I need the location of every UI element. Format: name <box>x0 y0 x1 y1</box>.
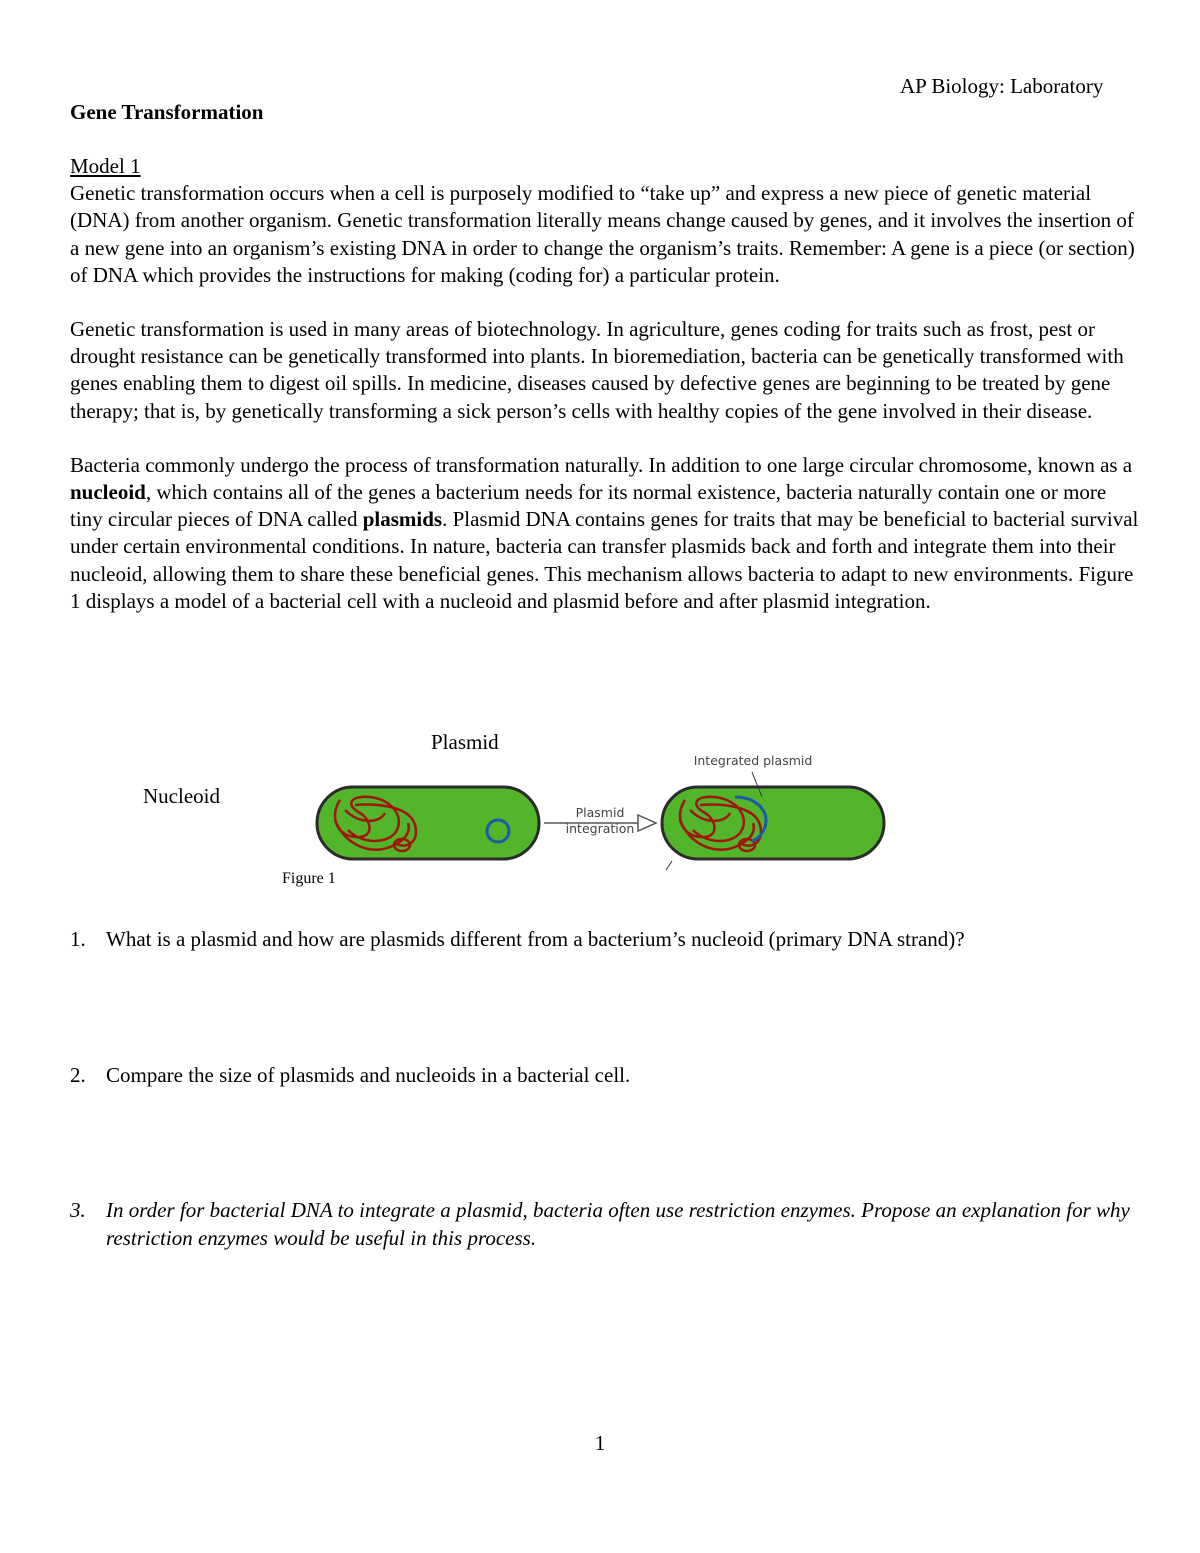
question-number: 1. <box>70 927 86 951</box>
body-text <box>70 153 1140 642</box>
question-3 <box>70 1197 1140 1251</box>
question-1 <box>70 926 1140 953</box>
paragraph-bacteria-part1: Bacteria commonly undergo the process of transformation naturally. In addition to one large circular chromosome, known as a <box>70 452 1133 477</box>
integration-arrow <box>638 815 656 831</box>
question-text: Compare the size of plasmids and nucleoids in a bacterial cell. <box>106 1063 631 1088</box>
model-label: Model 1 <box>70 154 141 178</box>
question-2 <box>70 1062 1140 1089</box>
question-text: What is a plasmid and how are plasmids different from a bacterium’s nucleoid (primary DNA strand)? <box>106 927 965 951</box>
paragraph-bacteria-part3: . Plasmid DNA contains genes for traits that may be beneficial to bacterial survival under certain environmental conditions. In nature, bacteria can transfer plasmids back and forth and integrate them into their nucleoid, allowing them to share these beneficial genes. This mechanism allows bacteria to adapt to new environments. Figure 1 displays a model of a bacterial cell with a nucleoid and plasmid before and after plasmid integration. <box>70 507 1139 613</box>
page-title: Gene Transformation <box>70 100 264 124</box>
page-number: 1 <box>594 1431 606 1455</box>
figure-1 <box>0 725 1200 895</box>
plasmid-label: Plasmid <box>431 730 499 754</box>
paragraph-intro: Genetic transformation occurs when a cell is purposely modified to “take up” and express a new piece of genetic material (DNA) from another organism. Genetic transformation literally means change caused by genes, and it involves the insertion of a new gene into an organism’s existing DNA in order to change the organism’s traits. Remember: A gene is a piece (or section) of DNA which provides the instructions for making (coding for) a particular protein. <box>70 181 1135 287</box>
arrow-label-line2: integration <box>565 821 635 836</box>
course-header: AP Biology: Laboratory <box>900 74 1104 98</box>
arrow-label-line1: Plasmid <box>575 805 625 820</box>
integrated-plasmid-label: Integrated plasmid <box>693 753 813 768</box>
paragraph-bacteria-part2: , which contains all of the genes a bacterium needs for its normal existence, bacteria naturally contain one or more tiny circular pieces of DNA called <box>70 480 1107 532</box>
question-number: 2. <box>70 1063 86 1088</box>
term-nucleoid: nucleoid <box>70 480 146 505</box>
figure-caption: Figure 1 <box>282 870 336 887</box>
question-number: 3. <box>70 1198 86 1223</box>
paragraph-bacteria <box>70 452 1140 615</box>
question-list <box>70 926 1140 1252</box>
nucleoid-label: Nucleoid <box>143 784 220 808</box>
paragraph-biotech: Genetic transformation is used in many areas of biotechnology. In agriculture, genes coding for traits such as frost, pest or drought resistance can be genetically transformed into plants. In bioremediation, bacteria can be genetically transformed with genes enabling them to digest oil spills. In medicine, diseases caused by defective genes are beginning to be treated by gene therapy; that is, by genetically transforming a sick person’s cells with healthy copies of the gene involved in their disease. <box>70 317 1124 423</box>
bacteria-diagram <box>0 725 1200 895</box>
bacterial-cell-after <box>662 787 884 859</box>
question-text: In order for bacterial DNA to integrate a plasmid, bacteria often use restriction enzymes. Propose an explanation for why restriction enzymes would be useful in this process. <box>106 1198 1130 1250</box>
term-plasmids: plasmids <box>362 507 443 532</box>
